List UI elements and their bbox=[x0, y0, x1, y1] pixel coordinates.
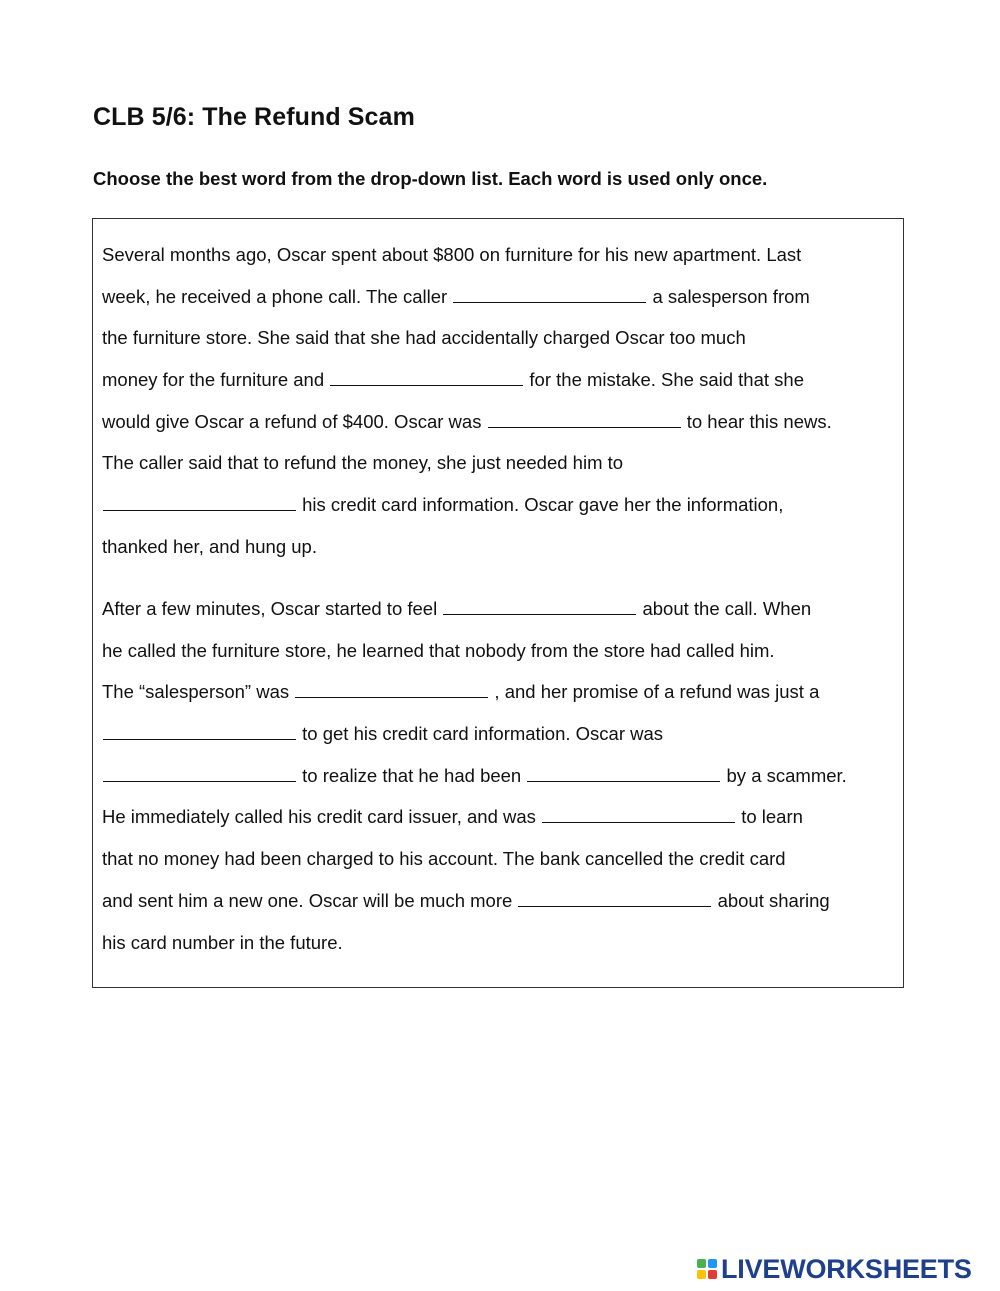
story-text: Several months ago, Oscar spent about $800 on furniture for his new apartment. Last bbox=[102, 244, 802, 265]
story-line bbox=[102, 317, 832, 359]
story-text: The “salesperson” was bbox=[102, 681, 290, 703]
story-text: a salesperson from bbox=[652, 285, 810, 307]
story-text: The caller said that to refund the money, she just needed him to bbox=[102, 452, 624, 474]
answer-blank-3[interactable] bbox=[488, 413, 681, 428]
story-text: for the mistake. She said that she bbox=[529, 369, 804, 391]
liveworksheets-logo[interactable] bbox=[697, 1252, 972, 1286]
story-text: would give Oscar a refund of $400. Oscar was bbox=[102, 410, 482, 432]
logo-tile bbox=[697, 1259, 706, 1268]
story-text: by a scammer. bbox=[726, 764, 847, 786]
story-text: the furniture store. She said that she had accidentally charged Oscar too much bbox=[102, 327, 746, 349]
story-line bbox=[102, 401, 832, 443]
story-line bbox=[102, 838, 847, 880]
answer-blank-8[interactable] bbox=[103, 767, 296, 782]
story-text: money for the furniture and bbox=[102, 369, 325, 391]
answer-blank-4[interactable] bbox=[103, 496, 296, 511]
story-line bbox=[102, 234, 832, 276]
answer-blank-11[interactable] bbox=[518, 892, 711, 907]
answer-blank-9[interactable] bbox=[527, 767, 720, 782]
story-line bbox=[102, 630, 847, 672]
story-text: about sharing bbox=[717, 889, 830, 911]
story-text: , and her promise of a refund was just a bbox=[494, 681, 820, 703]
story-text: to get his credit card information. Oscar was bbox=[302, 723, 664, 745]
liveworksheets-logo-icon bbox=[697, 1259, 717, 1279]
story-line bbox=[102, 526, 832, 568]
story-line bbox=[102, 588, 847, 630]
story-line bbox=[102, 359, 832, 401]
story-text: He immediately called his credit card issuer, and was bbox=[102, 806, 536, 828]
story-line bbox=[102, 755, 847, 797]
story-text: thanked her, and hung up. bbox=[102, 535, 317, 557]
paragraph-1 bbox=[102, 234, 832, 568]
logo-tile bbox=[708, 1270, 717, 1279]
story-box bbox=[92, 218, 904, 988]
story-line bbox=[102, 276, 832, 318]
story-line bbox=[102, 922, 847, 964]
story-text: and sent him a new one. Oscar will be much more bbox=[102, 889, 513, 911]
story-line bbox=[102, 796, 847, 838]
answer-blank-7[interactable] bbox=[103, 725, 296, 740]
story-line bbox=[102, 713, 847, 755]
logo-text: LIVEWORKSHEETS bbox=[721, 1253, 972, 1284]
story-text: that no money had been charged to his account. The bank cancelled the credit card bbox=[102, 848, 786, 870]
logo-tile bbox=[708, 1259, 717, 1268]
answer-blank-6[interactable] bbox=[295, 683, 488, 698]
story-line bbox=[102, 671, 847, 713]
instructions: Choose the best word from the drop-down list. Each word is used only once. bbox=[93, 168, 768, 189]
story-line bbox=[102, 442, 832, 484]
story-text: week, he received a phone call. The caller bbox=[102, 285, 448, 307]
logo-tile bbox=[697, 1270, 706, 1279]
story-text: he called the furniture store, he learned that nobody from the store had called him. bbox=[102, 639, 775, 661]
story-line bbox=[102, 484, 832, 526]
answer-blank-2[interactable] bbox=[330, 371, 523, 386]
story-line bbox=[102, 880, 847, 922]
story-text: about the call. When bbox=[642, 598, 812, 619]
story-text: to learn bbox=[741, 806, 803, 828]
answer-blank-5[interactable] bbox=[443, 600, 636, 615]
story-text: his credit card information. Oscar gave her the information, bbox=[302, 494, 784, 516]
answer-blank-1[interactable] bbox=[453, 288, 646, 303]
page-title: CLB 5/6: The Refund Scam bbox=[93, 103, 415, 131]
paragraph-2 bbox=[102, 588, 847, 963]
story-text: to hear this news. bbox=[686, 410, 832, 432]
story-text: to realize that he had been bbox=[302, 764, 522, 786]
story-text: his card number in the future. bbox=[102, 931, 343, 953]
story-text: After a few minutes, Oscar started to feel bbox=[102, 598, 438, 619]
answer-blank-10[interactable] bbox=[542, 808, 735, 823]
